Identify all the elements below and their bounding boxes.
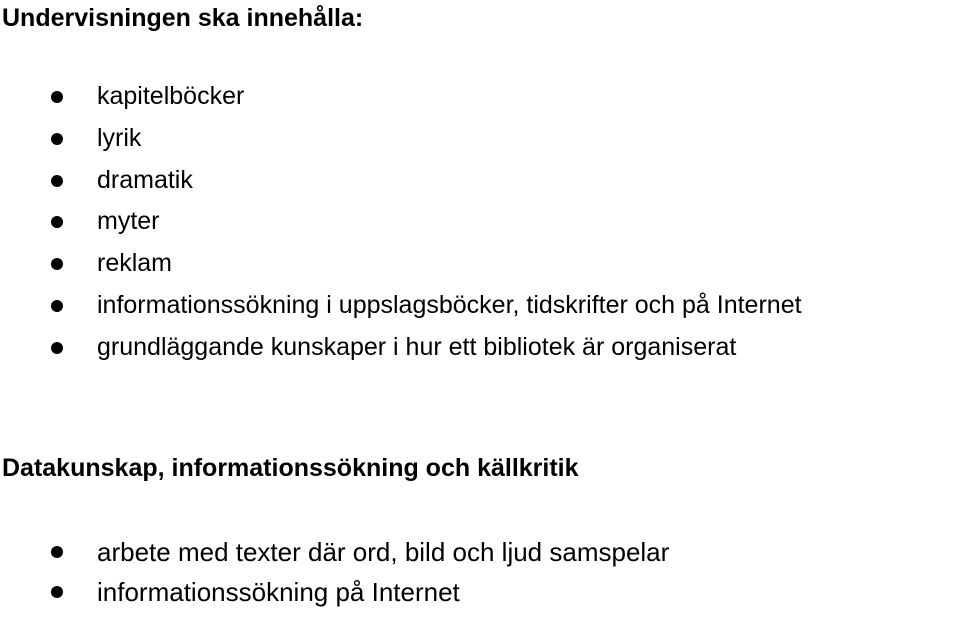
section-heading-teaching-content: Undervisningen ska innehålla: [2,4,364,32]
list-item-text: dramatik [97,165,193,194]
list-item-text: informationssökning i uppslagsböcker, tidskrifter och på Internet [97,290,802,319]
bullet-icon [51,586,63,598]
list-item-text: informationssökning på Internet [97,577,460,607]
bullet-icon [51,133,63,145]
list-item-text: lyrik [97,123,142,152]
list-item-text: kapitelböcker [97,82,245,110]
list-item-text: myter [97,207,160,236]
list-item-text: reklam [97,249,173,278]
bullet-icon [51,175,63,187]
bullet-icon [51,258,63,270]
bullet-icon [51,546,63,558]
bullet-icon [51,342,63,354]
section-heading-computer-skills: Datakunskap, informationssökning och källkritik [2,454,579,482]
list-item-text: grundläggande kunskaper i hur ett bibliotek är organiserat [97,332,737,361]
bullet-icon [51,91,63,103]
bullet-icon [51,300,63,312]
list-item-text: arbete med texter där ord, bild och ljud samspelar [97,537,670,567]
bullet-icon [51,216,63,228]
